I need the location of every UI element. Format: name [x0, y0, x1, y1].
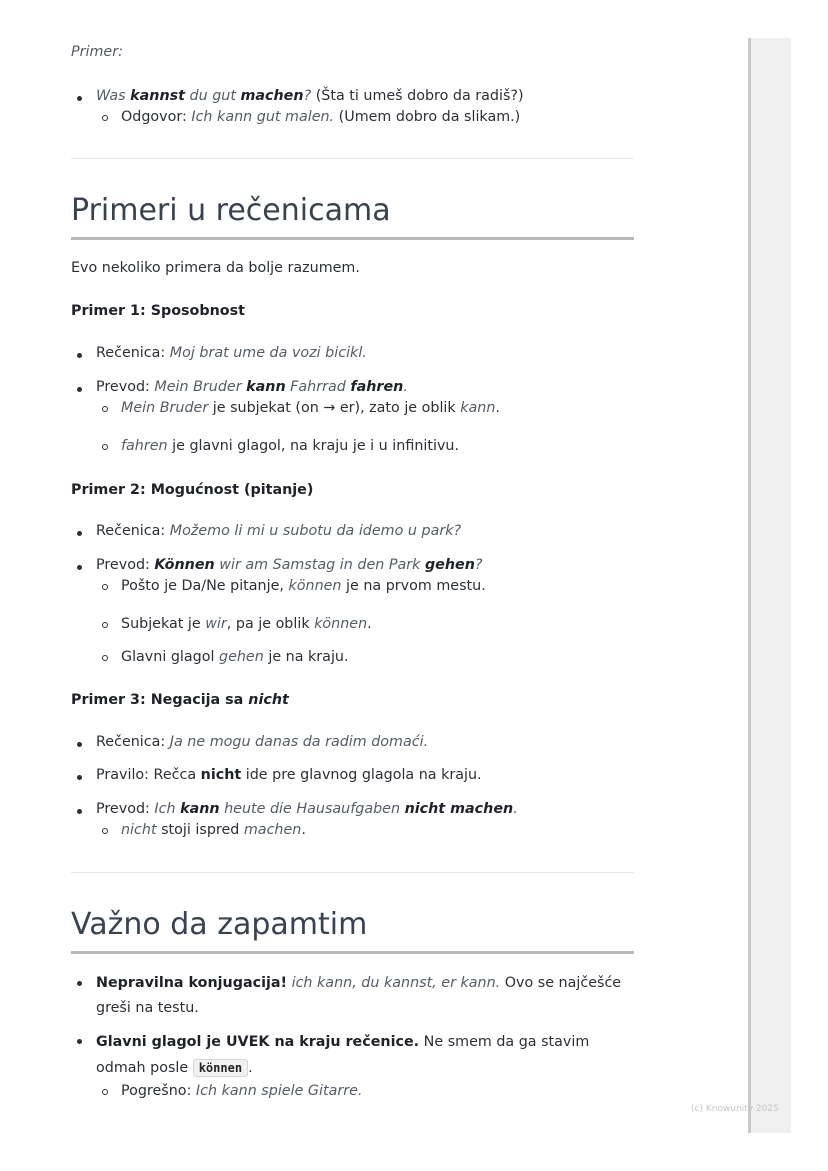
list-item: Pogrešno: Ich kann spiele Gitarre. [71, 1081, 634, 1102]
remember-list [71, 971, 634, 1021]
example3-translation-list [71, 799, 634, 842]
section-title: Primeri u rečenicama [71, 193, 634, 240]
divider [71, 872, 634, 873]
inline-code: können [193, 1059, 248, 1077]
example2-heading: Primer 2: Mogućnost (pitanje) [71, 482, 314, 498]
example2-notes-2 [71, 647, 634, 668]
list-item: Subjekat je wir, pa je oblik können. [71, 614, 634, 635]
section-intro: Evo nekoliko primera da bolje razumem. [71, 260, 360, 276]
example2-list [71, 521, 634, 542]
example3-rule-list [71, 765, 634, 786]
list-item: fahren je glavni glagol, na kraju je i u infinitivu. [71, 436, 634, 457]
list-item: Mein Bruder je subjekat (on → er), zato je oblik kann. [71, 398, 634, 419]
example2-translation-list [71, 555, 634, 598]
example1-notes [71, 436, 634, 457]
list-item: Rečenica: Moj brat ume da vozi bicikl. [71, 343, 634, 364]
section-title: Važno da zapamtim [71, 907, 634, 954]
list-item: Glavni glagol gehen je na kraju. [71, 647, 634, 668]
example1-list [71, 343, 634, 364]
example3-heading: Primer 3: Negacija sa nicht [71, 692, 289, 708]
copyright-footer: (c) Knowunity 2025 [691, 1104, 779, 1114]
intro-example-list [71, 86, 634, 129]
example2-notes [71, 614, 634, 635]
list-item: Prevod: Können wir am Samstag in den Park gehen? [71, 555, 634, 576]
list-item: Nepravilna konjugacija! ich kann, du kannst, er kann. Ovo se najčešće greši na testu. [71, 971, 634, 1021]
list-item: Odgovor: Ich kann gut malen. (Umem dobro da slikam.) [71, 107, 634, 128]
primer-label: Primer: [71, 44, 123, 60]
page-side-panel [748, 38, 791, 1133]
example1-translation-list [71, 377, 634, 420]
list-item: Prevod: Mein Bruder kann Fahrrad fahren. [71, 377, 634, 398]
list-item: Pravilo: Rečca nicht ide pre glavnog glagola na kraju. [71, 765, 634, 786]
list-item: Prevod: Ich kann heute die Hausaufgaben nicht machen. [71, 799, 634, 820]
list-item: Rečenica: Možemo li mi u subotu da idemo u park? [71, 521, 634, 542]
example3-list [71, 732, 634, 753]
list-item: Pošto je Da/Ne pitanje, können je na prvom mestu. [71, 576, 634, 597]
divider [71, 158, 634, 159]
example1-heading: Primer 1: Sposobnost [71, 303, 245, 319]
list-item: Rečenica: Ja ne mogu danas da radim domaći. [71, 732, 634, 753]
list-item: nicht stoji ispred machen. [71, 820, 634, 841]
remember-list-2 [71, 1029, 634, 1102]
list-item: Glavni glagol je UVEK na kraju rečenice. Ne smem da ga stavim odmah posle können . [71, 1029, 634, 1081]
list-item: Was kannst du gut machen? (Šta ti umeš dobro da radiš?) [71, 86, 634, 107]
